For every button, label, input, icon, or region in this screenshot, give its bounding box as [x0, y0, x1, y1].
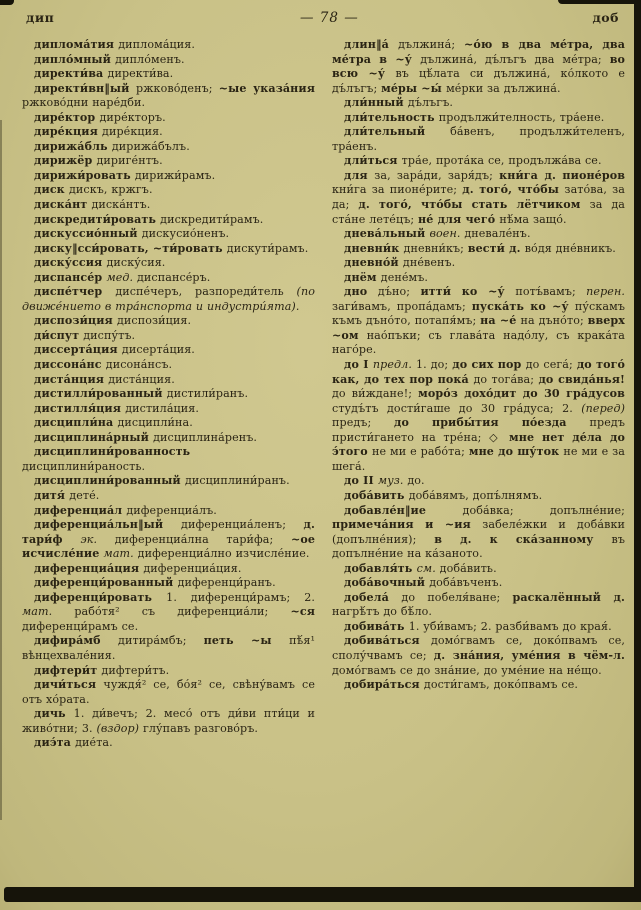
entry-segment: дирижа́бль — [34, 139, 112, 153]
entry-segment: добива́ть — [344, 619, 409, 633]
entry-segment: заги́вамъ, пропа́дамъ; — [332, 299, 472, 313]
entry-segment: раскалённый д. — [512, 590, 625, 604]
left-column — [22, 38, 315, 880]
dictionary-entry — [22, 431, 315, 446]
entry-segment: диференциа́лно изчисле́ние. — [137, 547, 310, 561]
entry-segment: дире́кция. — [102, 125, 163, 139]
entry-segment: диференциа́ция — [34, 561, 144, 575]
entry-segment: перен. — [586, 285, 625, 299]
page-body — [22, 38, 625, 880]
guide-word-left: дип — [26, 10, 55, 25]
entry-segment: дневале́нъ. — [464, 227, 531, 241]
entry-segment: диспе́черъ, разпореди́тель — [115, 285, 297, 299]
entry-segment: диференциа́л — [34, 503, 127, 517]
entry-segment: диспе́тчер — [34, 285, 116, 299]
entry-segment: забеле́жки и доба́вки (допълне́ния); — [332, 518, 625, 546]
entry-segment: дифтери́т — [34, 663, 102, 677]
entry-segment: тра́е, прота́ка се, продължа́ва се. — [401, 154, 602, 168]
dictionary-entry — [22, 169, 315, 184]
right-column — [332, 38, 625, 880]
entry-segment: на дъно́то; — [520, 314, 588, 328]
entry-segment: дитя́ — [34, 488, 70, 502]
dictionary-entry — [332, 620, 625, 635]
entry-segment: 1. ди́вечъ; 2. месо́ отъ ди́ви пти́ци и живо́тни; 3. — [22, 707, 315, 735]
entry-segment: во всю ~у́ — [332, 52, 625, 81]
entry-segment: доба́вить. — [439, 561, 497, 575]
entry-segment: до. — [407, 474, 425, 488]
dictionary-entry — [332, 154, 625, 169]
entry-segment: доба́въченъ. — [429, 576, 503, 590]
entry-segment: дневни́къ; — [403, 241, 468, 255]
scan-edge-top-right — [558, 0, 634, 4]
entry-segment: дипло́менъ. — [115, 52, 185, 66]
entry-segment: дости́гамъ, доко́пвамъ се. — [423, 678, 579, 692]
entry-segment: дистилля́ция — [34, 401, 126, 415]
entry-segment: дискредити́рамъ. — [160, 212, 264, 226]
entry-segment: пѣ́я¹ вѣнцехвале́ния. — [22, 634, 315, 662]
dictionary-entry — [22, 591, 315, 635]
dictionary-entry — [22, 213, 315, 228]
entry-segment: дисона́нсъ. — [105, 358, 173, 372]
entry-segment: чуждя́² се, бо́я² се, свѣну́вамъ се отъ хо́рата. — [22, 678, 315, 706]
entry-segment: диску‖сси́ровать, ~ти́ровать — [34, 241, 227, 255]
entry-segment: мат. — [22, 605, 75, 619]
entry-segment: потъ́вамъ; — [515, 285, 587, 299]
dictionary-entry — [332, 125, 625, 154]
entry-segment: дискути́рамъ. — [226, 241, 309, 255]
entry-segment: дифтери́тъ. — [101, 663, 170, 677]
dictionary-entry — [332, 576, 625, 591]
entry-segment: для — [344, 168, 375, 182]
dictionary-entry — [332, 96, 625, 111]
entry-segment: д. того́, что́бы стать лётчиком — [358, 198, 590, 212]
entry-segment: диференци́ровать — [34, 590, 167, 604]
entry-segment: диэ́та — [34, 736, 76, 750]
entry-segment: примеча́ния и ~ия — [332, 518, 483, 532]
entry-segment: дире́кторъ. — [99, 110, 166, 124]
entry-segment: добавле́н‖ие — [344, 503, 463, 517]
dictionary-entry — [22, 402, 315, 417]
entry-segment: ~ые указа́ния — [218, 81, 315, 95]
entry-segment: дене́мъ. — [380, 270, 429, 284]
entry-segment: директи́ва. — [107, 67, 174, 81]
entry-segment: дискусио́ненъ. — [141, 227, 230, 241]
entry-segment: до прибы́тия по́езда — [393, 416, 590, 430]
entry-segment: (по движе́нието в тра́нспорта и индустри́ята). — [22, 285, 315, 313]
dictionary-entry — [22, 504, 315, 519]
entry-segment: ржково́денъ; — [136, 81, 219, 95]
dictionary-entry — [22, 329, 315, 344]
dictionary-entry — [22, 707, 315, 736]
entry-segment: дневно́й — [344, 256, 403, 270]
entry-segment: диференци́ранъ. — [177, 576, 276, 590]
entry-segment: дирижёр — [34, 154, 97, 168]
entry-segment: диста́нция. — [108, 372, 175, 386]
entry-segment: за, зара́ди, заря́дъ; — [374, 168, 500, 182]
entry-segment: дире́кция — [34, 125, 103, 139]
dictionary-entry — [22, 125, 315, 140]
entry-segment: во́дя дне́вникъ. — [524, 241, 616, 255]
page-header — [26, 10, 619, 26]
entry-segment: дистила́ция. — [125, 401, 199, 415]
entry-segment: в д. к ска́занному — [434, 532, 612, 546]
entry-segment: дирижи́рамъ. — [134, 168, 216, 182]
entry-segment: дисциплини́рованность — [34, 445, 191, 459]
dictionary-entry — [22, 111, 315, 126]
entry-segment: не ми е за шега́. — [332, 445, 625, 473]
entry-segment: д. тари́ф — [22, 518, 315, 546]
entry-segment: ме́ры ~ы́ — [381, 81, 447, 95]
entry-segment: директи́ва — [34, 67, 108, 81]
dictionary-entry — [22, 256, 315, 271]
entry-segment: д. зна́ния, уме́ния в чём-л. — [433, 648, 625, 662]
entry-segment: дифира́мб — [34, 634, 119, 648]
entry-segment: диссона́нс — [34, 358, 106, 372]
entry-segment: дире́ктор — [34, 110, 100, 124]
dictionary-entry — [22, 140, 315, 155]
entry-segment: дне́венъ. — [402, 256, 456, 270]
entry-segment: ~ое исчисле́ние — [22, 532, 315, 561]
entry-segment: 1. диференци́рамъ; 2. — [166, 590, 315, 604]
entry-segment: дъ́но; — [377, 285, 421, 299]
entry-segment: добира́ться — [344, 678, 424, 692]
dictionary-entry — [22, 518, 315, 562]
entry-segment: диспу́тъ. — [83, 328, 136, 342]
entry-segment: добела́ — [344, 590, 402, 604]
entry-segment: до II — [344, 474, 378, 488]
entry-segment: дирижи́ровать — [34, 168, 135, 182]
entry-segment: предъ присти́гането на тре́на; ◇ — [332, 416, 625, 444]
entry-segment: до ви́ждане!; — [332, 387, 419, 401]
entry-segment: (перед) — [581, 401, 625, 415]
entry-segment: доба́вямъ, допъ́лнямъ. — [408, 488, 543, 502]
entry-segment: диска́нт — [34, 198, 92, 212]
entry-segment: 1. уби́вамъ; 2. разби́вамъ до края́. — [408, 619, 612, 633]
entry-segment: диплома́ция. — [118, 38, 195, 51]
entry-segment: до того́ как, до тех пор пока́ — [332, 358, 625, 386]
entry-segment: ба́венъ, продължи́теленъ, тра́енъ. — [332, 125, 625, 153]
dictionary-entry — [332, 242, 625, 257]
entry-segment: дие́та. — [75, 736, 113, 750]
entry-segment: на ~е́ — [480, 314, 521, 328]
entry-segment: нао́пъки; съ глава́та надо́лу, съ крака́та наго́ре. — [332, 328, 625, 357]
entry-segment: домо́гвамъ се до зна́ние, до уме́ние на не́що. — [332, 663, 602, 677]
entry-segment: дължина́; — [398, 38, 464, 51]
dictionary-entry — [22, 53, 315, 68]
entry-segment: дисциплини́рованный — [34, 474, 185, 488]
scan-edge-left — [0, 120, 2, 820]
entry-segment: днём — [344, 270, 381, 284]
entry-segment: диспози́ция. — [117, 314, 192, 328]
entry-segment: диску́сия. — [106, 256, 166, 270]
dictionary-entry — [332, 285, 625, 358]
entry-segment: дисципли́на. — [117, 416, 193, 430]
entry-segment: диссерта́ция — [34, 343, 122, 357]
entry-segment: дискуссио́нный — [34, 227, 142, 241]
entry-segment: мне нет де́ла до э́того — [332, 430, 625, 459]
entry-segment: предъ; — [332, 416, 394, 430]
entry-segment: мне до шу́ток — [468, 445, 564, 459]
dictionary-entry — [22, 678, 315, 707]
dictionary-entry — [22, 445, 315, 474]
entry-segment: длин‖а́ — [344, 38, 399, 51]
scan-edge-right — [634, 0, 641, 896]
entry-segment: директи́вн‖ый — [34, 81, 137, 95]
guide-word-right: доб — [592, 10, 619, 25]
entry-segment: вверх ~ом — [332, 314, 625, 342]
entry-segment: диплома́тия — [34, 38, 119, 51]
dictionary-entry — [332, 562, 625, 577]
entry-segment: зато́ва, за да; — [332, 183, 625, 212]
dictionary-entry — [22, 387, 315, 402]
entry-segment: дириге́нтъ. — [96, 154, 163, 168]
dictionary-entry — [332, 169, 625, 227]
page-number: — 78 — — [299, 10, 359, 26]
dictionary-entry — [22, 67, 315, 82]
dictionary-entry — [22, 416, 315, 431]
entry-segment: дисциплина́ренъ. — [153, 430, 258, 444]
dictionary-entry — [332, 271, 625, 286]
dictionary-entry — [22, 664, 315, 679]
entry-segment: студъ́тъ дости́гаше до 30 гра́дуса; 2. — [332, 401, 582, 415]
entry-segment: пу́скамъ къмъ дъно́то, потапя́мъ; — [332, 299, 625, 328]
entry-segment: добавля́ть — [344, 561, 417, 575]
dictionary-entry — [22, 285, 315, 314]
entry-segment: дисципли́на — [34, 416, 118, 430]
entry-segment: диспози́ция — [34, 314, 117, 328]
entry-segment: муз. — [377, 474, 408, 488]
entry-segment: диска́нтъ. — [91, 198, 151, 212]
entry-segment: до свида́нья! — [538, 372, 625, 386]
entry-segment: диференциа́льн‖ый — [34, 518, 182, 532]
entry-segment: 1. до; — [415, 358, 453, 372]
dictionary-entry — [22, 343, 315, 358]
entry-segment: до сега́; — [525, 358, 577, 372]
entry-segment: мед. — [106, 270, 137, 284]
entry-segment: ди́спут — [34, 328, 84, 342]
entry-segment: вести́ д. — [467, 241, 525, 255]
entry-segment: не́ для чего́ — [418, 212, 500, 226]
entry-segment: дичи́ться — [34, 678, 104, 692]
entry-segment: (вздор) — [96, 721, 143, 735]
entry-segment: въ допълне́ние на ка́заното. — [332, 532, 625, 561]
entry-segment: диск — [34, 183, 69, 197]
entry-segment: до I — [344, 358, 373, 372]
dictionary-entry — [332, 358, 625, 474]
entry-segment: пуска́ть ко ~у́ — [471, 299, 575, 313]
entry-segment: дете́. — [69, 488, 100, 502]
dictionary-entry — [332, 591, 625, 620]
entry-segment: диференциа́ция. — [143, 561, 242, 575]
dictionary-entry — [22, 489, 315, 504]
dictionary-entry — [22, 562, 315, 577]
dictionary-entry — [22, 242, 315, 257]
entry-segment: диференциа́лъ. — [126, 503, 217, 517]
entry-segment: до тога́ва; — [473, 372, 539, 386]
dictionary-entry — [332, 474, 625, 489]
entry-segment: кни́га д. пионе́ров — [499, 168, 625, 182]
entry-segment: дли́тельный — [344, 125, 451, 139]
entry-segment: дли́нный — [344, 96, 408, 110]
entry-segment: эк. — [80, 532, 115, 546]
entry-segment: воен. — [429, 227, 465, 241]
dictionary-entry — [22, 373, 315, 388]
dictionary-entry — [332, 111, 625, 126]
dictionary-entry — [22, 198, 315, 213]
entry-segment: петь ~ы — [203, 634, 290, 648]
entry-segment: дирижа́бълъ. — [111, 139, 190, 153]
dictionary-entry — [22, 82, 315, 111]
entry-segment: глу́павъ разгово́ръ. — [142, 721, 259, 735]
entry-segment: дисциплини́раность. — [22, 459, 146, 473]
entry-segment: дъ́лъгъ. — [407, 96, 453, 110]
entry-segment: см. — [416, 561, 440, 575]
scan-edge-top-left — [0, 0, 14, 5]
entry-segment: не ми е рабо́та; — [371, 445, 469, 459]
entry-segment: за да ста́не лете́цъ; — [332, 198, 625, 226]
entry-segment: до побеля́ване; — [401, 590, 513, 604]
entry-segment: дисциплина́рный — [34, 430, 154, 444]
entry-segment: въ цѣ́лата си дължина́, ко́лкото е дъ́лъгъ; — [332, 67, 625, 95]
entry-segment: дичь — [34, 707, 74, 721]
entry-segment: диференциа́ленъ; — [181, 518, 304, 532]
dictionary-entry — [22, 227, 315, 242]
entry-segment: дисерта́ция. — [121, 343, 195, 357]
entry-segment: рабо́тя² съ диференциа́ли; — [74, 605, 291, 619]
dictionary-entry — [332, 38, 625, 96]
dictionary-entry — [332, 256, 625, 271]
dictionary-entry — [332, 227, 625, 242]
entry-segment: дли́ться — [344, 154, 402, 168]
entry-segment: мат. — [103, 547, 138, 561]
dictionary-entry — [22, 474, 315, 489]
entry-segment: дистилли́рованный — [34, 387, 167, 401]
dictionary-entry — [22, 736, 315, 751]
entry-segment: дли́тельность — [344, 110, 439, 124]
entry-segment: нагрѣ́тъ до бѣ́ло. — [332, 605, 432, 619]
dictionary-entry — [22, 358, 315, 373]
entry-segment: кни́га за пионе́рите; — [332, 183, 463, 197]
entry-segment: дистили́ранъ. — [166, 387, 249, 401]
dictionary-entry — [22, 634, 315, 663]
entry-segment: д. того́, что́бы — [462, 183, 565, 197]
entry-segment: доба́вить — [344, 488, 409, 502]
entry-segment: дно — [344, 285, 378, 299]
entry-segment: диста́нция — [34, 372, 109, 386]
entry-segment: ме́рки за дължина́. — [446, 81, 561, 95]
entry-segment: дължина́, дъ́лъгъ два ме́тра; — [420, 52, 610, 66]
entry-segment: диспансе́р — [34, 270, 107, 284]
entry-segment: диференци́рамъ се. — [22, 619, 139, 633]
dictionary-entry — [332, 489, 625, 504]
entry-segment: диференциа́лна тари́фа; — [114, 532, 291, 546]
entry-segment: дипло́мный — [34, 52, 116, 66]
entry-segment: дитира́мбъ; — [118, 634, 204, 648]
entry-segment: моро́з дохо́дит до 30 гра́дусов — [418, 387, 625, 401]
entry-segment: предл. — [372, 358, 416, 372]
entry-segment: доба́вочный — [344, 576, 430, 590]
dictionary-entry — [22, 314, 315, 329]
dictionary-entry — [332, 678, 625, 693]
entry-segment: домо́гвамъ се, доко́пвамъ се, сполу́чвамъ се; — [332, 634, 625, 662]
entry-segment: ржково́дни наре́дби. — [22, 96, 146, 110]
entry-segment: итти́ ко ~у́ — [420, 285, 516, 299]
dictionary-entry — [22, 183, 315, 198]
entry-segment: днева́льный — [344, 227, 430, 241]
dictionary-entry — [22, 271, 315, 286]
entry-segment: диску́ссия — [34, 256, 107, 270]
entry-segment: диспансе́ръ. — [137, 270, 211, 284]
scan-edge-bottom — [4, 887, 641, 902]
entry-segment: нѣ́ма защо́. — [499, 212, 567, 226]
entry-segment: до сих пор — [452, 358, 526, 372]
entry-segment: дискредити́ровать — [34, 212, 161, 226]
entry-segment: добива́ться — [344, 634, 431, 648]
entry-segment: диференци́рованный — [34, 576, 178, 590]
dictionary-entry — [22, 38, 315, 53]
dictionary-entry — [332, 634, 625, 678]
dictionary-entry — [332, 504, 625, 562]
entry-segment: доба́вка; допълне́ние; — [462, 503, 625, 517]
entry-segment: дисциплини́ранъ. — [184, 474, 290, 488]
dictionary-entry — [22, 154, 315, 169]
entry-segment: продължи́телность, тра́ене. — [438, 110, 605, 124]
dictionary-entry — [22, 576, 315, 591]
entry-segment: ~о́ю в два ме́тра, два ме́тра в ~у́ — [332, 38, 625, 66]
entry-segment: дискъ, кржгъ. — [68, 183, 153, 197]
entry-segment: дневни́к — [344, 241, 404, 255]
entry-segment: ~ся — [290, 605, 315, 619]
